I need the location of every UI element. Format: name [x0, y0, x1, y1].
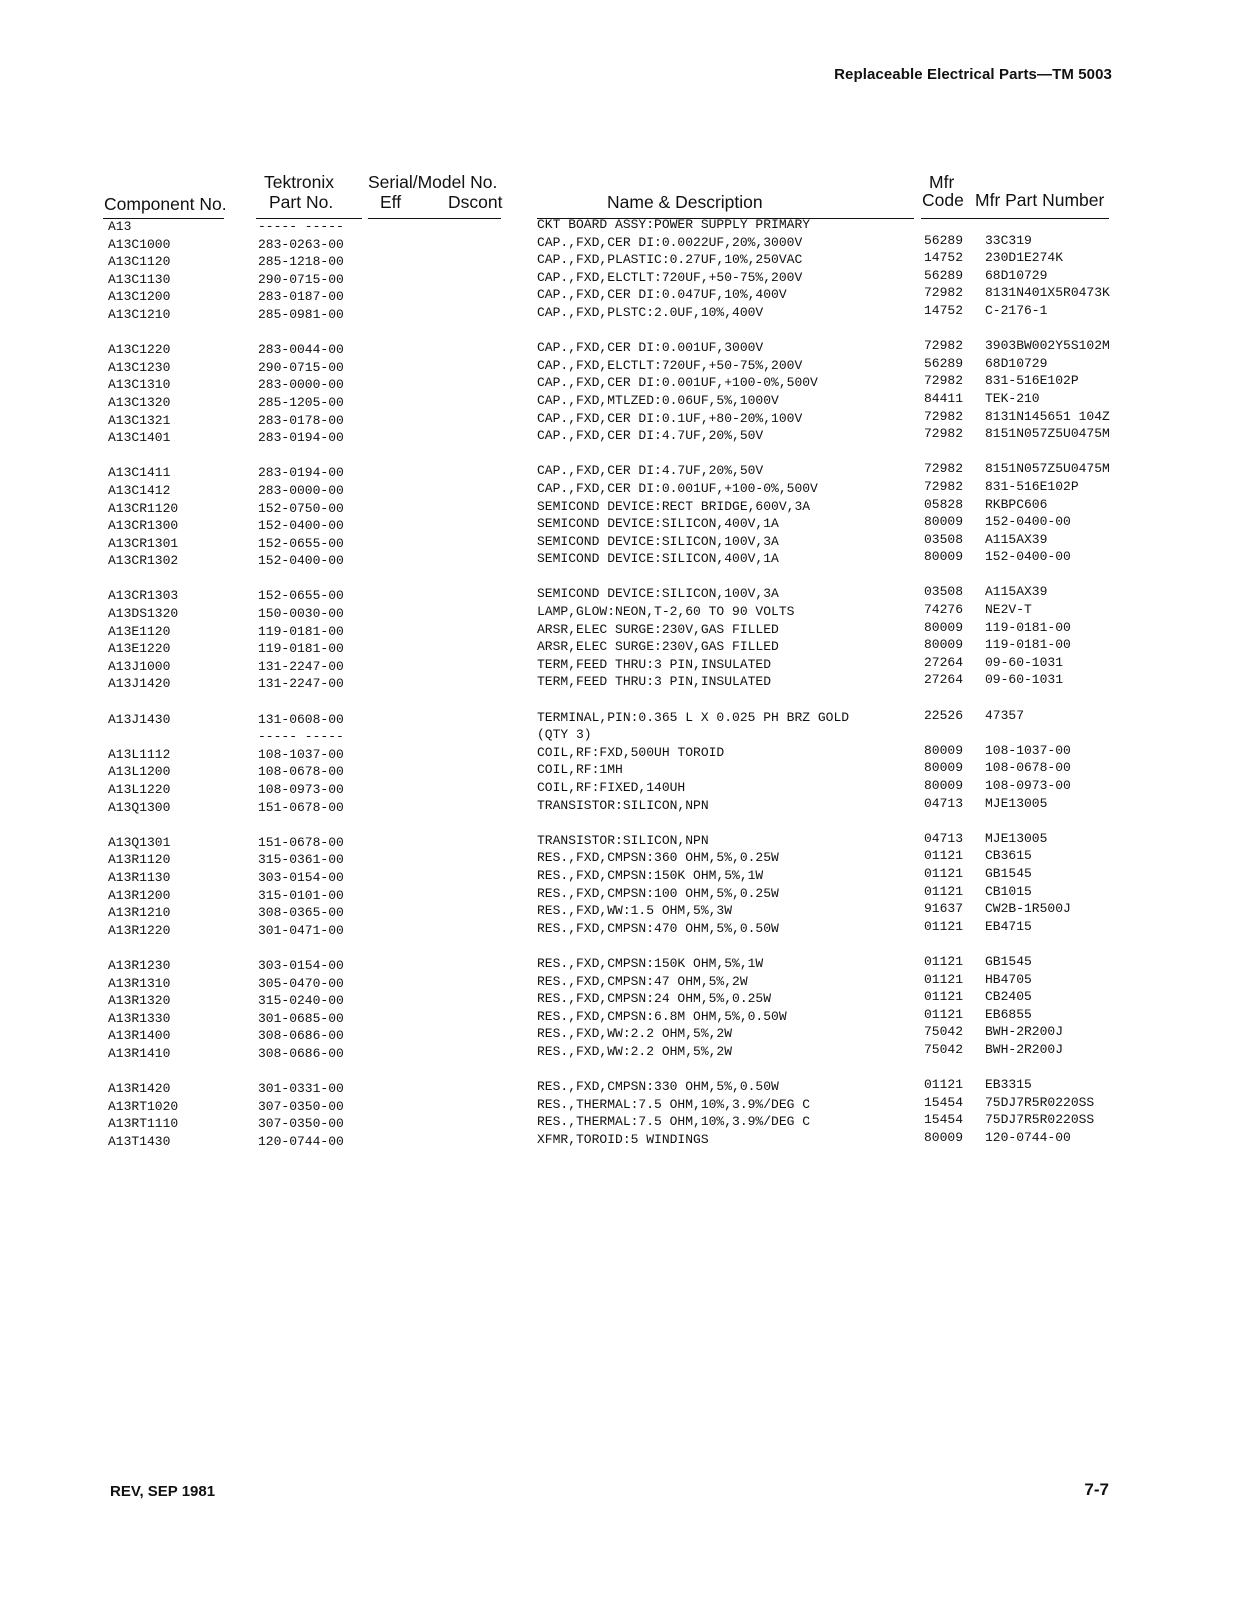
component-no: A13C1130 [108, 271, 171, 287]
table-row [0, 549, 1237, 570]
mfr-code: 01121 [924, 1006, 964, 1022]
component-no: A13 [108, 219, 132, 234]
header-name-description: Name & Description [607, 192, 763, 212]
header-component-no: Component No. [104, 194, 227, 214]
mfr-part-number: 75DJ7R5R0220SS [985, 1112, 1095, 1128]
component-no: A13R1210 [108, 905, 171, 921]
mfr-code: 72982 [924, 408, 964, 424]
component-no: A13Q1301 [108, 834, 171, 850]
name-description: RES.,THERMAL:7.5 OHM,10%,3.9%/DEG C [537, 1096, 811, 1112]
mfr-part-number: 230D1E274K [985, 250, 1064, 266]
name-description: CAP.,FXD,PLSTC:2.0UF,10%,400V [537, 304, 764, 320]
header-tektronix: Tektronix [264, 172, 335, 192]
tektronix-part-no: 301-0685-00 [258, 1010, 344, 1026]
tektronix-part-no: 108-1037-00 [258, 746, 344, 762]
mfr-part-number: BWH-2R200J [985, 1024, 1064, 1040]
name-description: RES.,FXD,WW:2.2 OHM,5%,2W [537, 1026, 733, 1042]
mfr-part-number: 68D10729 [985, 267, 1048, 283]
component-no: A13C1230 [108, 359, 171, 375]
tektronix-part-no: 283-0044-00 [258, 342, 344, 358]
parts-group [0, 338, 1237, 447]
name-description: CAP.,FXD,CER DI:0.047UF,10%,400V [537, 287, 787, 303]
mfr-part-number: CB1015 [985, 883, 1032, 899]
mfr-part-number: CB3615 [985, 848, 1032, 864]
name-description: SEMICOND DEVICE:SILICON,100V,3A [537, 533, 779, 549]
header-part-no: Part No. [269, 192, 334, 212]
table-row [0, 707, 1237, 729]
mfr-code: 72982 [924, 338, 964, 354]
mfr-part-number: 75DJ7R5R0220SS [985, 1094, 1095, 1110]
parts-group [0, 830, 1237, 940]
mfr-code: 72982 [924, 426, 964, 442]
name-description: RES.,FXD,CMPSN:330 OHM,5%,0.50W [537, 1079, 779, 1095]
component-no: A13C1200 [108, 289, 171, 305]
component-no: A13C1411 [108, 465, 171, 481]
mfr-code: 75042 [924, 1041, 964, 1057]
component-no: A13C1401 [108, 430, 171, 446]
table-row [0, 302, 1237, 324]
tektronix-part-no: ----- ----- [258, 219, 344, 234]
tektronix-part-no: 315-0361-00 [258, 852, 344, 868]
column-headers [0, 172, 1237, 217]
component-no: A13C1220 [108, 342, 171, 358]
tektronix-part-no: 308-0686-00 [258, 1028, 344, 1044]
component-no: A13RT1110 [108, 1116, 179, 1132]
name-description: CAP.,FXD,MTLZED:0.06UF,5%,1000V [537, 392, 779, 408]
mfr-part-number: MJE13005 [985, 830, 1048, 846]
component-no: A13E1120 [108, 623, 171, 639]
tektronix-part-no: 120-0744-00 [258, 1133, 344, 1149]
component-no: A13R1400 [108, 1028, 171, 1044]
name-description: ARSR,ELEC SURGE:230V,GAS FILLED [537, 621, 779, 637]
parts-group [0, 218, 1237, 324]
tektronix-part-no: 150-0030-00 [258, 606, 344, 622]
mfr-code: 03508 [924, 531, 964, 547]
tektronix-part-no: 152-0750-00 [258, 500, 344, 516]
mfr-part-number: TEK-210 [985, 390, 1040, 406]
mfr-part-number: EB6855 [985, 1006, 1032, 1022]
tektronix-part-no: 152-0655-00 [258, 535, 344, 551]
mfr-part-number: A115AX39 [985, 531, 1048, 547]
mfr-part-number: MJE13005 [985, 795, 1048, 811]
component-no: A13R1200 [108, 887, 171, 903]
table-row [0, 1041, 1237, 1063]
component-no: A13R1420 [108, 1081, 171, 1097]
mfr-code: 84411 [924, 390, 964, 406]
mfr-code: 15454 [924, 1112, 964, 1128]
name-description: CAP.,FXD,CER DI:4.7UF,20%,50V [537, 428, 764, 444]
mfr-code: 01121 [924, 883, 964, 899]
mfr-part-number: 3903BW002Y5S102M [985, 338, 1110, 354]
tektronix-part-no: 315-0101-00 [258, 887, 344, 903]
name-description: RES.,FXD,CMPSN:24 OHM,5%,0.25W [537, 991, 772, 1007]
tektronix-part-no: 119-0181-00 [258, 641, 344, 657]
component-no: A13RT1020 [108, 1098, 179, 1114]
tektronix-part-no: 152-0400-00 [258, 553, 344, 569]
mfr-code: 15454 [924, 1094, 964, 1110]
mfr-part-number: RKBPC606 [985, 496, 1048, 512]
tektronix-part-no: 283-0178-00 [258, 412, 344, 428]
name-description: RES.,THERMAL:7.5 OHM,10%,3.9%/DEG C [537, 1114, 811, 1130]
component-no: A13DS1320 [108, 606, 179, 622]
mfr-code: 01121 [924, 953, 964, 969]
mfr-code: 91637 [924, 901, 964, 917]
tektronix-part-no: 315-0240-00 [258, 993, 344, 1009]
mfr-code: 72982 [924, 478, 964, 494]
name-description: RES.,FXD,CMPSN:360 OHM,5%,0.25W [537, 850, 779, 866]
mfr-part-number: 47357 [985, 707, 1025, 723]
name-description: RES.,FXD,CMPSN:470 OHM,5%,0.50W [537, 920, 779, 936]
header-mfr: Mfr [929, 172, 955, 192]
parts-group [0, 584, 1237, 693]
component-no: A13CR1120 [108, 500, 179, 516]
tektronix-part-no: 283-0194-00 [258, 465, 344, 481]
mfr-code: 72982 [924, 373, 964, 389]
table-row [0, 672, 1237, 693]
tektronix-part-no: 303-0154-00 [258, 957, 344, 973]
component-no: A13C1210 [108, 306, 171, 322]
mfr-code: 04713 [924, 830, 964, 846]
header-eff: Eff [380, 192, 402, 212]
mfr-code: 22526 [924, 707, 964, 723]
mfr-part-number: HB4705 [985, 971, 1032, 987]
mfr-part-number: 152-0400-00 [985, 549, 1071, 565]
tektronix-part-no: ----- ----- [258, 729, 344, 745]
component-no: A13L1200 [108, 764, 171, 780]
name-description: SEMICOND DEVICE:RECT BRIDGE,600V,3A [537, 498, 811, 514]
mfr-part-number: C-2176-1 [985, 302, 1048, 318]
tektronix-part-no: 308-0365-00 [258, 905, 344, 921]
mfr-code: 04713 [924, 795, 964, 811]
name-description: COIL,RF:FIXED,140UH [537, 780, 686, 795]
revision-date: REV, SEP 1981 [110, 1483, 216, 1500]
component-no: A13C1320 [108, 394, 171, 410]
name-description: RES.,FXD,CMPSN:150K OHM,5%,1W [537, 955, 764, 971]
mfr-part-number: 108-0973-00 [985, 778, 1071, 793]
mfr-code: 80009 [924, 778, 964, 793]
name-description: CAP.,FXD,ELCTLT:720UF,+50-75%,200V [537, 357, 803, 373]
mfr-code: 72982 [924, 461, 964, 477]
tektronix-part-no: 283-0000-00 [258, 482, 344, 498]
component-no: A13R1330 [108, 1010, 171, 1026]
mfr-part-number: 8131N145651 104Z [985, 408, 1110, 424]
name-description: RES.,FXD,WW:2.2 OHM,5%,2W [537, 1043, 733, 1059]
tektronix-part-no: 283-0194-00 [258, 430, 344, 446]
component-no: A13R1220 [108, 922, 171, 938]
header-serial-model-no: Serial/Model No. [368, 172, 498, 192]
mfr-part-number: NE2V-T [985, 602, 1032, 618]
name-description: CAP.,FXD,CER DI:0.0022UF,20%,3000V [537, 234, 803, 250]
name-description: CAP.,FXD,CER DI:4.7UF,20%,50V [537, 463, 764, 479]
component-no: A13Q1300 [108, 799, 171, 815]
table-row [0, 795, 1237, 817]
tektronix-part-no: 301-0471-00 [258, 922, 344, 938]
mfr-part-number: 8151N057Z5U0475M [985, 461, 1110, 477]
mfr-part-number: 09-60-1031 [985, 672, 1064, 688]
name-description: RES.,FXD,CMPSN:6.8M OHM,5%,0.50W [537, 1008, 787, 1024]
mfr-code: 05828 [924, 496, 964, 512]
tektronix-part-no: 290-0715-00 [258, 271, 344, 287]
component-no: A13J1000 [108, 658, 171, 674]
tektronix-part-no: 119-0181-00 [258, 623, 344, 639]
name-description: CAP.,FXD,PLASTIC:0.27UF,10%,250VAC [537, 252, 803, 268]
mfr-code: 56289 [924, 232, 964, 248]
tektronix-part-no: 131-0608-00 [258, 711, 344, 727]
mfr-code: 01121 [924, 971, 964, 987]
name-description: TERM,FEED THRU:3 PIN,INSULATED [537, 656, 772, 672]
mfr-part-number: 09-60-1031 [985, 654, 1064, 670]
mfr-part-number: 8151N057Z5U0475M [985, 426, 1110, 442]
component-no: A13C1310 [108, 377, 171, 393]
component-no: A13R1230 [108, 957, 171, 973]
header-dscont: Dscont [448, 192, 503, 212]
tektronix-part-no: 131-2247-00 [258, 658, 344, 674]
mfr-code: 14752 [924, 250, 964, 266]
name-description: ARSR,ELEC SURGE:230V,GAS FILLED [537, 639, 779, 655]
tektronix-part-no: 283-0263-00 [258, 236, 344, 252]
mfr-code: 01121 [924, 1077, 964, 1093]
tektronix-part-no: 301-0331-00 [258, 1081, 344, 1097]
mfr-part-number: 831-516E102P [985, 373, 1079, 389]
mfr-code: 27264 [924, 672, 964, 688]
mfr-part-number: A115AX39 [985, 584, 1048, 600]
tektronix-part-no: 152-0400-00 [258, 518, 344, 534]
component-no: A13CR1302 [108, 553, 179, 569]
name-description: TERMINAL,PIN:0.365 L X 0.025 PH BRZ GOLD [537, 709, 850, 725]
name-description: CKT BOARD ASSY:POWER SUPPLY PRIMARY [537, 217, 811, 232]
mfr-part-number: 33C319 [985, 232, 1032, 248]
mfr-part-number: BWH-2R200J [985, 1041, 1064, 1057]
component-no: A13CR1300 [108, 518, 179, 534]
component-no: A13E1220 [108, 641, 171, 657]
name-description: SEMICOND DEVICE:SILICON,400V,1A [537, 516, 779, 532]
mfr-part-number: GB1545 [985, 953, 1032, 969]
component-no: A13R1120 [108, 852, 171, 868]
component-no: A13R1310 [108, 975, 171, 991]
mfr-part-number: EB4715 [985, 918, 1032, 934]
parts-group [0, 953, 1237, 1063]
name-description: SEMICOND DEVICE:SILICON,100V,3A [537, 586, 779, 602]
parts-group [0, 1077, 1237, 1150]
name-description: COIL,RF:FXD,500UH TOROID [537, 744, 725, 760]
mfr-code: 01121 [924, 989, 964, 1005]
name-description: (QTY 3) [537, 727, 592, 743]
component-no: A13R1130 [108, 869, 171, 885]
name-description: CAP.,FXD,CER DI:0.001UF,+100-0%,500V [537, 375, 818, 391]
component-no: A13C1321 [108, 412, 171, 428]
name-description: RES.,FXD,CMPSN:47 OHM,5%,2W [537, 973, 748, 989]
tektronix-part-no: 283-0187-00 [258, 289, 344, 305]
mfr-code: 80009 [924, 1129, 964, 1145]
header-mfr-part-number: Mfr Part Number [975, 190, 1105, 210]
name-description: CAP.,FXD,CER DI:0.001UF,+100-0%,500V [537, 480, 818, 496]
tektronix-part-no: 131-2247-00 [258, 676, 344, 692]
component-no: A13T1430 [108, 1133, 171, 1149]
component-no: A13R1320 [108, 993, 171, 1009]
mfr-code: 80009 [924, 549, 964, 565]
mfr-code: 80009 [924, 742, 964, 758]
mfr-code: 80009 [924, 619, 964, 635]
mfr-code: 80009 [924, 637, 964, 653]
name-description: LAMP,GLOW:NEON,T-2,60 TO 90 VOLTS [537, 604, 795, 620]
component-no: A13L1112 [108, 746, 171, 762]
tektronix-part-no: 308-0686-00 [258, 1045, 344, 1061]
mfr-part-number: 8131N401X5R0473K [985, 285, 1110, 301]
mfr-part-number: 831-516E102P [985, 478, 1079, 494]
page-title: Replaceable Electrical Parts—TM 5003 [834, 66, 1112, 83]
mfr-code: 03508 [924, 584, 964, 600]
mfr-code: 74276 [924, 602, 964, 618]
header-code: Code [922, 190, 964, 210]
name-description: RES.,FXD,CMPSN:150K OHM,5%,1W [537, 867, 764, 883]
mfr-part-number: 68D10729 [985, 355, 1048, 371]
mfr-part-number: 119-0181-00 [985, 619, 1071, 635]
tektronix-part-no: 152-0655-00 [258, 588, 344, 604]
table-row [0, 918, 1237, 940]
mfr-code: 75042 [924, 1024, 964, 1040]
tektronix-part-no: 285-1205-00 [258, 394, 344, 410]
component-no: A13C1000 [108, 236, 171, 252]
mfr-part-number: CB2405 [985, 989, 1032, 1005]
component-no: A13J1430 [108, 711, 171, 727]
name-description: XFMR,TOROID:5 WINDINGS [537, 1131, 709, 1147]
mfr-part-number: GB1545 [985, 865, 1032, 881]
mfr-code: 14752 [924, 302, 964, 318]
tektronix-part-no: 283-0000-00 [258, 377, 344, 393]
name-description: TRANSISTOR:SILICON,NPN [537, 797, 709, 813]
name-description: CAP.,FXD,CER DI:0.1UF,+80-20%,100V [537, 410, 803, 426]
mfr-part-number: 108-1037-00 [985, 742, 1071, 758]
mfr-code: 80009 [924, 514, 964, 530]
mfr-part-number: 108-0678-00 [985, 760, 1071, 776]
tektronix-part-no: 108-0678-00 [258, 764, 344, 780]
name-description: SEMICOND DEVICE:SILICON,400V,1A [537, 551, 779, 567]
mfr-code: 80009 [924, 760, 964, 776]
name-description: CAP.,FXD,CER DI:0.001UF,3000V [537, 340, 764, 356]
component-no: A13CR1303 [108, 588, 179, 604]
component-no: A13J1420 [108, 676, 171, 692]
tektronix-part-no: 151-0678-00 [258, 834, 344, 850]
component-no: A13C1120 [108, 254, 171, 270]
tektronix-part-no: 305-0470-00 [258, 975, 344, 991]
mfr-code: 01121 [924, 865, 964, 881]
table-row [0, 426, 1237, 447]
tektronix-part-no: 108-0973-00 [258, 782, 344, 797]
name-description: CAP.,FXD,ELCTLT:720UF,+50-75%,200V [537, 269, 803, 285]
tektronix-part-no: 151-0678-00 [258, 799, 344, 815]
tektronix-part-no: 303-0154-00 [258, 869, 344, 885]
name-description: RES.,FXD,CMPSN:100 OHM,5%,0.25W [537, 885, 779, 901]
tektronix-part-no: 285-1218-00 [258, 254, 344, 270]
mfr-part-number: 152-0400-00 [985, 514, 1071, 530]
mfr-part-number: EB3315 [985, 1077, 1032, 1093]
mfr-code: 72982 [924, 285, 964, 301]
name-description: TRANSISTOR:SILICON,NPN [537, 832, 709, 848]
component-no: A13L1220 [108, 782, 171, 797]
mfr-part-number: 119-0181-00 [985, 637, 1071, 653]
mfr-code: 01121 [924, 848, 964, 864]
tektronix-part-no: 285-0981-00 [258, 306, 344, 322]
parts-list [0, 218, 1237, 1168]
tektronix-part-no: 307-0350-00 [258, 1098, 344, 1114]
parts-group [0, 707, 1237, 817]
name-description: TERM,FEED THRU:3 PIN,INSULATED [537, 674, 772, 690]
mfr-part-number: 120-0744-00 [985, 1129, 1071, 1145]
tektronix-part-no: 290-0715-00 [258, 359, 344, 375]
name-description: RES.,FXD,WW:1.5 OHM,5%,3W [537, 903, 733, 919]
component-no: A13CR1301 [108, 535, 179, 551]
parts-group [0, 461, 1237, 570]
component-no: A13C1412 [108, 482, 171, 498]
mfr-code: 56289 [924, 355, 964, 371]
mfr-code: 27264 [924, 654, 964, 670]
component-no: A13R1410 [108, 1045, 171, 1061]
mfr-code: 01121 [924, 918, 964, 934]
table-row [0, 1129, 1237, 1151]
mfr-code: 56289 [924, 267, 964, 283]
tektronix-part-no: 307-0350-00 [258, 1116, 344, 1132]
page-number: 7-7 [1084, 1480, 1109, 1499]
name-description: COIL,RF:1MH [537, 762, 623, 778]
mfr-part-number: CW2B-1R500J [985, 901, 1071, 917]
